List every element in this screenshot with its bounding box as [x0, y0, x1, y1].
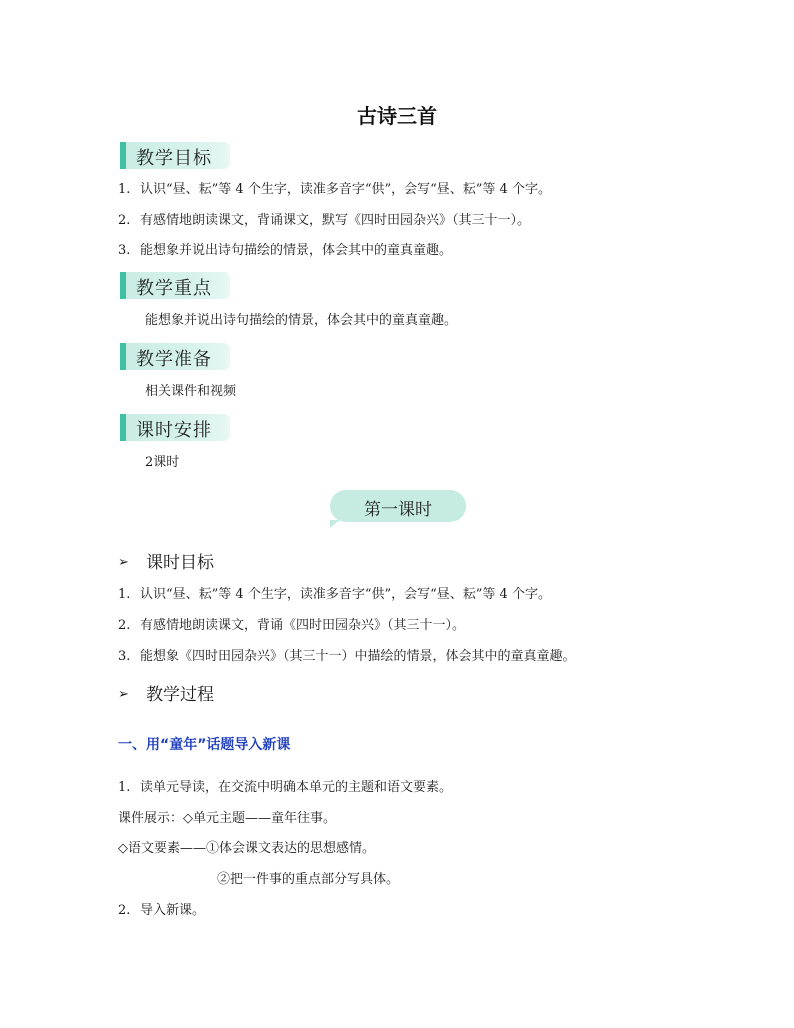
section-tag-bar: [120, 414, 126, 441]
arrow-bullet-icon: ➢: [118, 555, 129, 570]
section-tag-label: 课时安排: [136, 420, 212, 441]
display-line: 课件展示：◇单元主题——童年往事。: [118, 811, 336, 826]
lesson-goal-item: 3. 能想象《四时田园杂兴》（其三十一）中描绘的情景，体会其中的童真童趣。: [118, 649, 576, 664]
step-item: 1. 读单元导读，在交流中明确本单元的主题和语文要素。: [118, 780, 453, 795]
element-line: ◇语文要素——①体会课文表达的思想感情。: [118, 841, 375, 856]
section-tag-label: 教学准备: [136, 349, 212, 370]
section-tag-bar: [120, 142, 126, 169]
section-tag-keypoints: [120, 272, 230, 299]
lesson-goals-heading: ➢ 课时目标: [118, 553, 214, 573]
lesson-goal-item: 2. 有感情地朗读课文，背诵《四时田园杂兴》（其三十一）。: [118, 618, 466, 633]
process-heading: ➢ 教学过程: [118, 685, 214, 705]
step-item: 2. 导入新课。: [118, 903, 206, 918]
section-tag-preparation: [120, 343, 230, 370]
lesson-badge-label: 第一课时: [364, 500, 432, 520]
objective-item: 3. 能想象并说出诗句描绘的情景，体会其中的童真童趣。: [118, 243, 453, 258]
keypoints-text: 能想象并说出诗句描绘的情景，体会其中的童真童趣。: [145, 313, 458, 328]
section-tag-bar: [120, 272, 126, 299]
section-tag-label: 教学重点: [136, 278, 212, 299]
objective-item: 1. 认识“昼、耘”等 4 个生字，读准多音字“供”，会写“昼、耘”等 4 个字。: [118, 182, 551, 197]
schedule-text: 2课时: [145, 455, 180, 470]
part-one-heading: 一、用“童年”话题导入新课: [118, 737, 291, 753]
section-tag-bar: [120, 343, 126, 370]
section-tag-label: 教学目标: [136, 148, 212, 169]
arrow-bullet-icon: ➢: [118, 687, 129, 702]
objective-item: 2. 有感情地朗读课文，背诵课文，默写《四时田园杂兴》（其三十一）。: [118, 213, 531, 228]
section-tag-objectives: [120, 142, 230, 169]
element-line-second: ②把一件事的重点部分写具体。: [217, 872, 400, 887]
lesson-badge: [330, 490, 466, 522]
document-title: 古诗三首: [357, 104, 437, 128]
preparation-text: 相关课件和视频: [145, 384, 237, 399]
section-tag-schedule: [120, 414, 230, 441]
lesson-goal-item: 1. 认识“昼、耘”等 4 个生字，读准多音字“供”，会写“昼、耘”等 4 个字。: [118, 587, 551, 602]
